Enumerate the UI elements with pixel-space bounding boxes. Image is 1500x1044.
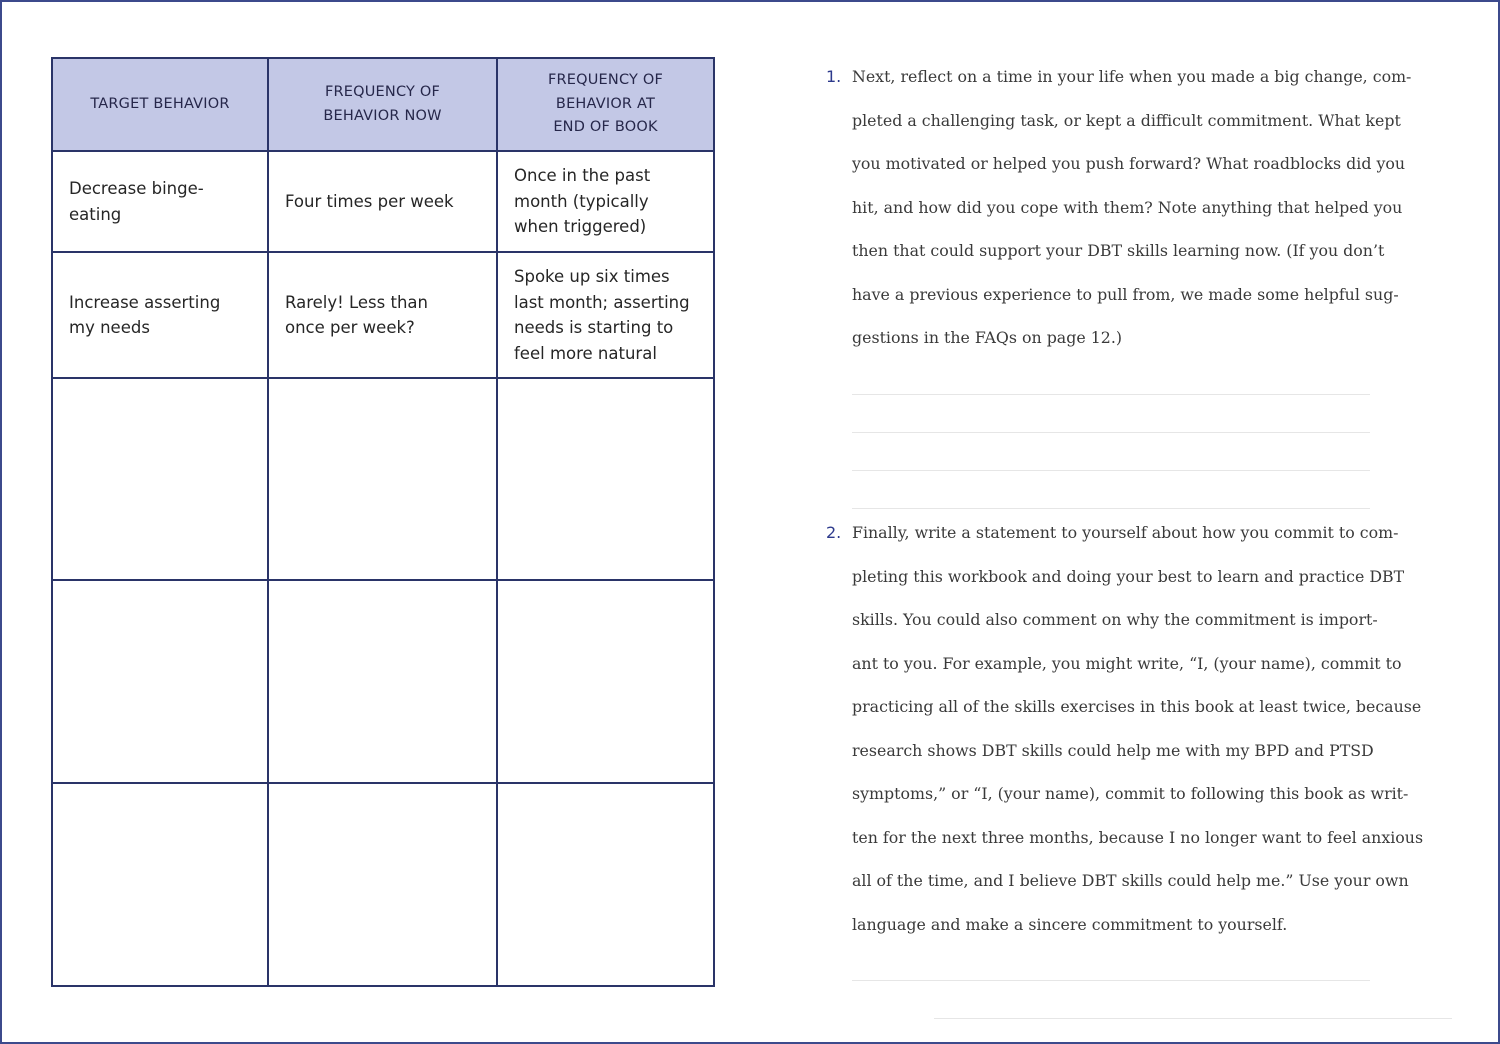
prompt-line: practicing all of the skills exercises in this book at least twice, because [852,697,1422,716]
prompt-line: pleted a challenging task, or kept a difficult commitment. What kept [852,110,1401,130]
prompt-line: language and make a sincere commitment to yourself. [852,914,1288,934]
writing-line[interactable] [852,508,1370,509]
writing-line[interactable] [852,980,1370,981]
prompt-line: you motivated or helped you push forward? What roadblocks did you [852,154,1406,173]
header-frequency-now: FREQUENCY OF BEHAVIOR NOW [268,58,497,151]
prompt-line: all of the time, and I believe DBT skills could help me.” Use your own [852,871,1409,890]
blank-cell[interactable] [497,783,714,986]
writing-line[interactable] [934,1018,1452,1019]
writing-line[interactable] [852,432,1370,433]
table-row-blank [52,783,714,986]
table-row-blank [52,580,714,783]
prompt-line: then that could support your DBT skills learning now. (If you don’t [852,241,1385,260]
table-cell: Rarely! Less than once per week? [268,252,497,378]
blank-cell[interactable] [268,378,497,580]
prompt-line: skills. You could also comment on why the commitment is import- [852,610,1378,629]
table-cell: Spoke up six times last month; asserting needs is starting to feel more natural [497,252,714,378]
table-cell: Four times per week [268,151,497,252]
table-row [52,252,714,378]
prompt-number: 1. [826,67,842,86]
writing-line[interactable] [852,394,1370,395]
blank-cell[interactable] [268,580,497,783]
table-cell: Once in the past month (typically when triggered) [497,151,714,252]
prompt-line: gestions in the FAQs on page 12.) [852,328,1122,347]
prompt-line: have a previous experience to pull from, we made some helpful sug- [852,284,1399,304]
prompt-line: pleting this workbook and doing your best to learn and practice DBT [852,566,1405,586]
writing-line[interactable] [852,470,1370,471]
prompt-line: symptoms,” or “I, (your name), commit to following this book as writ- [852,784,1409,803]
table-header-row [52,58,714,151]
blank-cell[interactable] [497,378,714,580]
prompt-text [852,55,1412,360]
blank-cell[interactable] [52,378,268,580]
prompt-line: hit, and how did you cope with them? Note anything that helped you [852,197,1403,217]
prompt-line: ant to you. For example, you might write, “I, (your name), commit to [852,653,1402,673]
prompt-line: research shows DBT skills could help me with my BPD and PTSD [852,740,1374,760]
header-target-behavior: TARGET BEHAVIOR [52,58,268,151]
table-row [52,151,714,252]
table-cell: Increase asserting my needs [52,252,268,378]
blank-cell[interactable] [52,783,268,986]
blank-cell[interactable] [52,580,268,783]
prompt-1 [826,55,1412,360]
table-row-blank [52,378,714,580]
header-frequency-end: FREQUENCY OF BEHAVIOR AT END OF BOOK [497,58,714,151]
blank-cell[interactable] [268,783,497,986]
prompt-line: ten for the next three months, because I no longer want to feel anxious [852,827,1424,847]
prompt-text [852,511,1424,946]
prompt-line: Next, reflect on a time in your life when you made a big change, com- [852,67,1412,86]
prompt-2 [826,511,1424,946]
blank-cell[interactable] [497,580,714,783]
prompt-line: Finally, write a statement to yourself about how you commit to com- [852,523,1399,542]
prompt-number: 2. [826,523,842,542]
table-cell: Decrease binge-eating [52,151,268,252]
behavior-tracking-table [51,57,715,987]
